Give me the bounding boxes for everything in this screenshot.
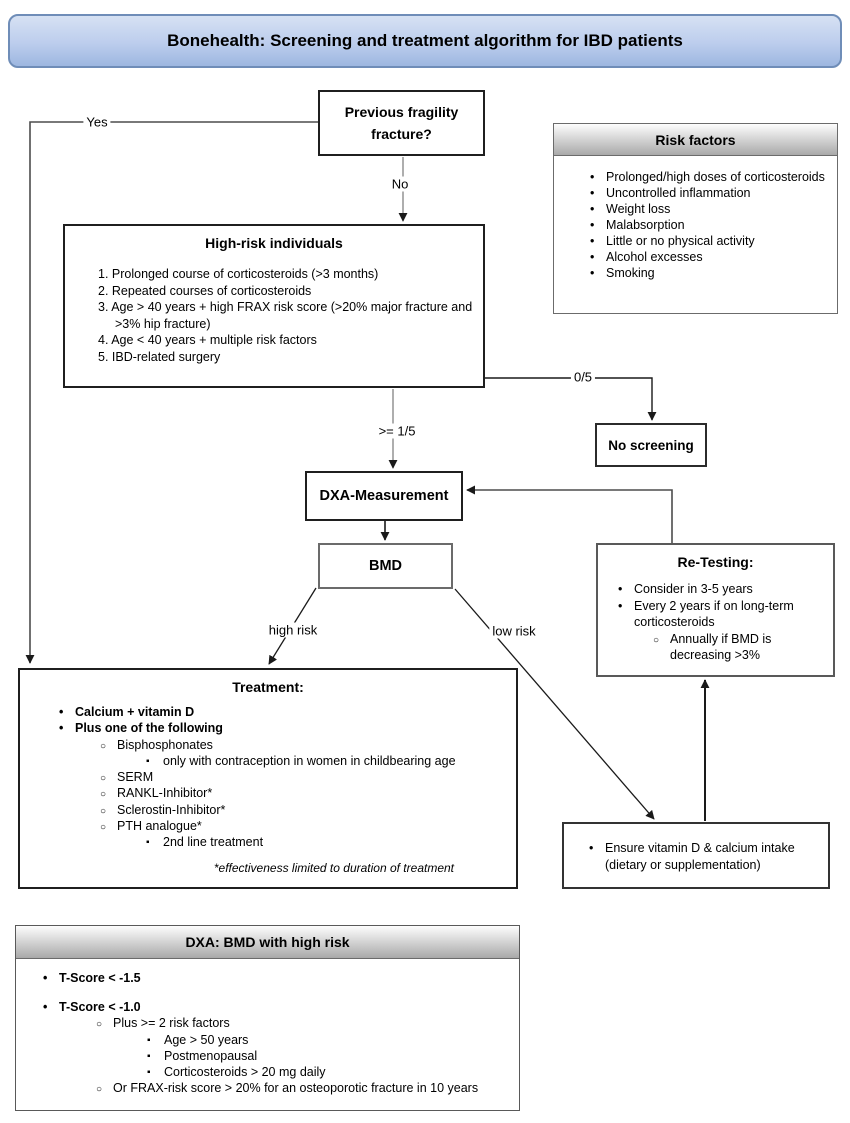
node-label: No screening [608,437,694,453]
list-item: • Weight loss [606,201,829,217]
list-item: • Consider in 3-5 years [634,581,829,598]
node-risk-factors [553,123,838,314]
list-item: ○ Plus >= 2 risk factors [113,1015,515,1031]
list-item: ○ Bisphosphonates [117,737,512,753]
high-risk-title: High-risk individuals [205,235,343,251]
edge-retest-to-dxa-line [467,490,672,543]
list-item: • Alcohol excesses [606,249,829,265]
list-item: ○ RANKL-Inhibitor* [117,785,512,801]
list-item: • Uncontrolled inflammation [606,185,829,201]
dxa-bmd-header: DXA: BMD with high risk [16,926,519,959]
list-item: • Prolonged/high doses of corticosteroids [606,169,829,185]
node-label: DXA-Measurement [319,488,449,504]
list-item: ▪ Age > 50 years [164,1032,515,1048]
list-item: ○ PTH analogue* [117,818,512,834]
list-item: • T-Score < -1.0 [59,999,515,1015]
edge-label-no: No [389,177,412,192]
list-item: • Malabsorption [606,217,829,233]
high-risk-list [65,251,483,365]
list-item: • Smoking [606,265,829,281]
list-item: ○ Annually if BMD is decreasing >3% [670,631,830,664]
list-item: 2. Repeated courses of corticosteroids [98,283,312,298]
node-treatment [18,668,518,889]
treatment-list [20,695,516,851]
list-item: ▪ only with contraception in women in childbearing age [163,753,512,769]
re-testing-title: Re-Testing: [677,554,754,570]
node-label: BMD [368,558,403,574]
list-item: 5. IBD-related surgery [98,349,221,364]
list-item: ▪ Postmenopausal [164,1048,515,1064]
list-item: • Calcium + vitamin D [75,704,512,720]
node-dxa-measurement [305,471,463,521]
dxa-bmd-list [16,959,519,1096]
node-previous-fragility-fracture [318,90,485,156]
list-item: 3. Age > 40 years + high FRAX risk score (>20% major fracture and >3% hip fracture) [98,300,473,331]
node-bmd [318,543,453,589]
node-label: Previous fragility fracture? [344,103,459,142]
edge-label-low-risk: low risk [489,624,538,639]
risk-factors-header: Risk factors [554,124,837,156]
list-item: • Every 2 years if on long-term corticosteroids [634,598,829,631]
list-item: 1. Prolonged course of corticosteroids (>3 months) [98,267,379,281]
list-item: ○ Sclerostin-Inhibitor* [117,802,512,818]
edge-label-yes: Yes [83,115,110,130]
node-ensure-vitamin-d [562,822,830,889]
page-title: Bonehealth: Screening and treatment algorithm for IBD patients [8,14,842,68]
node-dxa-bmd-high-risk [15,925,520,1111]
list-item: ○ Or FRAX-risk score > 20% for an osteoporotic fracture in 10 years [113,1080,515,1096]
list-item: ▪ 2nd line treatment [163,834,512,850]
node-no-screening [595,423,707,467]
re-testing-list [598,570,833,664]
edge-label-0-of-5: 0/5 [571,370,595,385]
list-item: • Plus one of the following [75,720,512,736]
node-high-risk-individuals [63,224,485,388]
node-re-testing [596,543,835,677]
list-item: ▪ Corticosteroids > 20 mg daily [164,1064,515,1080]
list-item: ○ SERM [117,769,512,785]
edge-0of5-line [485,378,652,420]
treatment-footnote: *effectiveness limited to duration of treatment [213,860,454,875]
edge-label-high-risk: high risk [266,623,320,638]
risk-factors-list [554,156,837,281]
list-item: • T-Score < -1.5 [59,970,515,986]
list-item: • Ensure vitamin D & calcium intake (dietary or supplementation) [605,840,814,874]
treatment-title: Treatment: [232,679,304,695]
list-item: • Little or no physical activity [606,233,829,249]
list-item: 4. Age < 40 years + multiple risk factors [98,333,317,347]
edge-label-ge-1-of-5: >= 1/5 [376,424,419,439]
edge-yes-line [30,122,318,663]
